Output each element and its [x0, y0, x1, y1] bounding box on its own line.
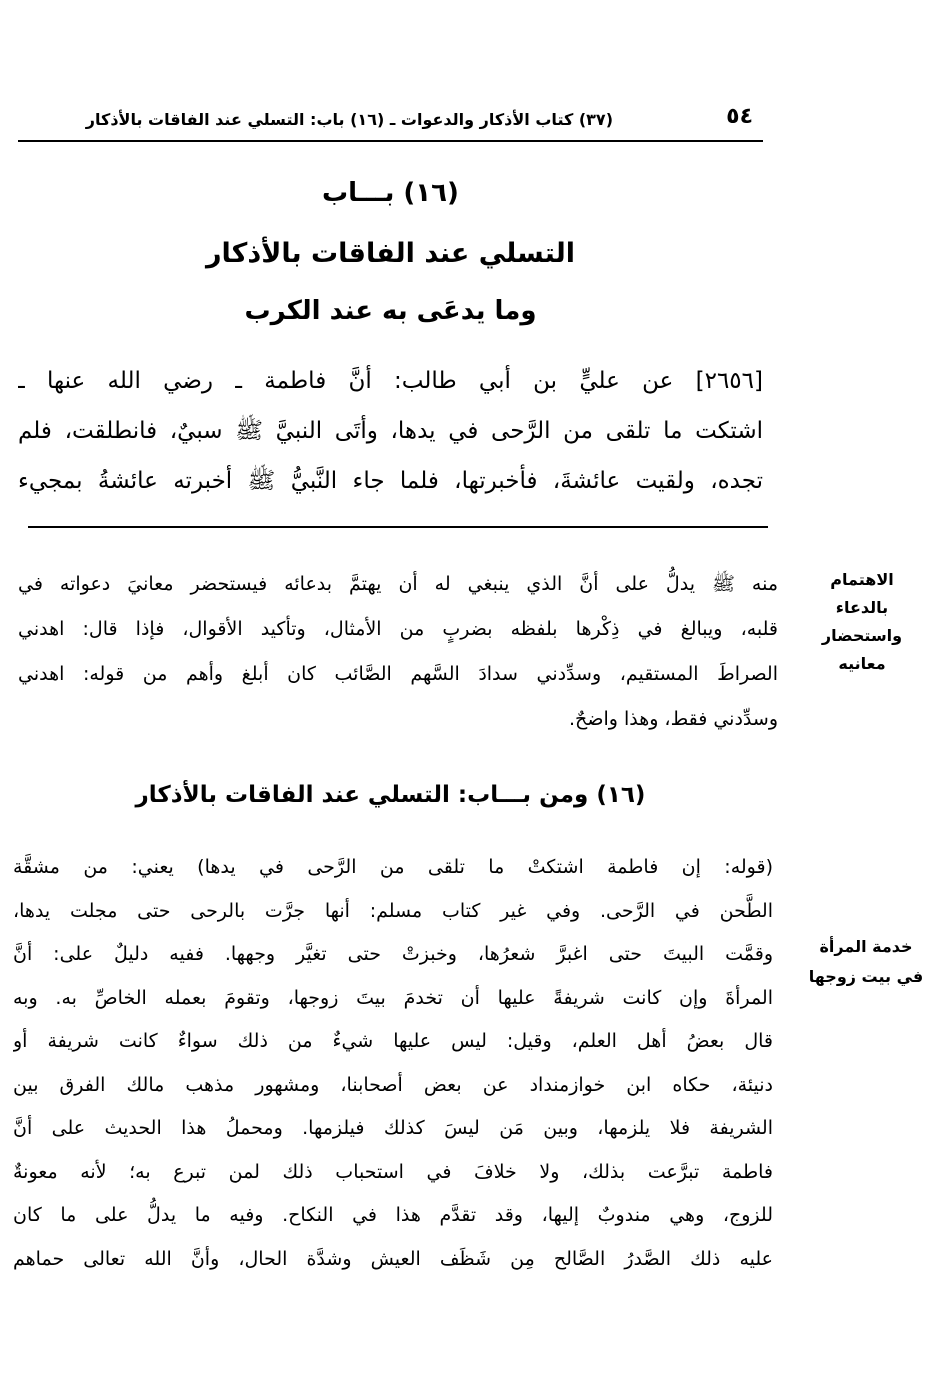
- commentary-line: الصراطَ المستقيم، وسدِّدني سدادَ السَّهم الصَّائب كان أبلغ وأهم من قوله: اهدني: [18, 663, 778, 685]
- commentary-main: [13, 846, 773, 1281]
- running-head: (٣٧) كتاب الأذكار والدعوات ـ (١٦) باب: التسلي عند الفاقات بالأذكار: [85, 110, 613, 129]
- commentary-top: [18, 562, 778, 742]
- chapter-number-title: (١٦) بـــاب: [322, 178, 459, 208]
- hadith-text: [18, 356, 763, 506]
- hadith-line: تجده، ولقيت عائشةَ، فأخبرتها، فلما جاء النَّبيُّ ﷺ أخبرته عائشةُ بمجيء: [18, 468, 763, 494]
- chapter-subtitle: وما يدعَى به عند الكرب: [244, 296, 537, 326]
- commentary-line: للزوج، وهي مندوبٌ إليها، وقد تقدَّم هذا في النكاح. وفيه ما يدلُّ على ما كان: [13, 1204, 773, 1226]
- commentary-line: (قوله: إن فاطمة اشتكتْ ما تلقى من الرَّحى في يدها) يعني: من مشقَّة: [13, 856, 773, 878]
- commentary-line: دنيئة، حكاه ابن خوازمنداد عن بعض أصحابنا، ومشهور مذهب مالك الفرق بين: [13, 1073, 773, 1096]
- page-header: [18, 104, 763, 142]
- commentary-line: الشريفة فلا يلزمها، وبين مَن ليسَ كذلك فيلزمها. ومحملُ هذا الحديث على أنَّ: [13, 1117, 773, 1139]
- margin-note-supplication: الاهتمام بالدعاء واستحضار معانيه: [821, 570, 903, 673]
- commentary-line: فاطمة تبرَّعت بذلك، ولا خلافَ في استحباب ذلك لمن تبرع به؛ لأنه معونةٌ: [13, 1160, 773, 1183]
- hadith-line: [٢٦٥٦] عن عليٍّ بن أبي طالب: أنَّ فاطمة ـ رضي الله عنها ـ: [18, 368, 763, 394]
- commentary-line: وسدِّدني فقط، وهذا واضحٌ.: [569, 708, 778, 730]
- commentary-line: وقمَّت البيتَ حتى اغبرَّ شعرُها، وخبزتْ حتى تغيَّر وجهها. ففيه دليلٌ على: أنَّ: [13, 943, 773, 965]
- page-number: ٥٤: [726, 104, 753, 129]
- commentary-line: منه ﷺ يدلُّ على أنَّ الذي ينبغي له أن يهتمَّ بدعائه فيستحضر معانيَ دعواته في: [18, 573, 778, 595]
- separator-rule: [28, 526, 768, 528]
- commentary-line: الطَّحن في الرَّحى. وفي غير كتاب مسلم: أنها جرَّت بالرحى حتى مجلت يدها،: [13, 899, 773, 922]
- commentary-line: قلبه، ويبالغ في ذِكْرها بلفظه بضربٍ من الأمثال، وتأكيد الأقوال، فإذا قال: اهدني: [18, 618, 778, 640]
- hadith-line: اشتكت ما تلقى من الرَّحى في يدها، وأتَى النبيَّ ﷺ سبيٌ، فانطلقت، فلم: [18, 418, 763, 444]
- commentary-line: المرأةَ وإن كانت شريفةً عليها أن تخدمَ بيتَ زوجها، وتقومَ بعمله الخاصِّ به. وبه: [13, 986, 773, 1009]
- chapter-title: التسلي عند الفاقات بالأذكار: [205, 238, 576, 269]
- commentary-line: قال بعضُ أهل العلم، وقيل: ليس عليها شيءٌ من ذلك سواءٌ كانت شريفة أو: [13, 1030, 773, 1052]
- commentary-line: عليه ذلك الصَّدرُ الصَّالح مِن شَظَف العيش وشدَّة الحال، وأنَّ الله تعالى حماهم: [13, 1247, 773, 1270]
- margin-note-wife-service: خدمة المرأة في بيت زوجها: [808, 937, 924, 986]
- section-heading: (١٦) ومن بـــاب: التسلي عند الفاقات بالأذكار: [135, 782, 646, 808]
